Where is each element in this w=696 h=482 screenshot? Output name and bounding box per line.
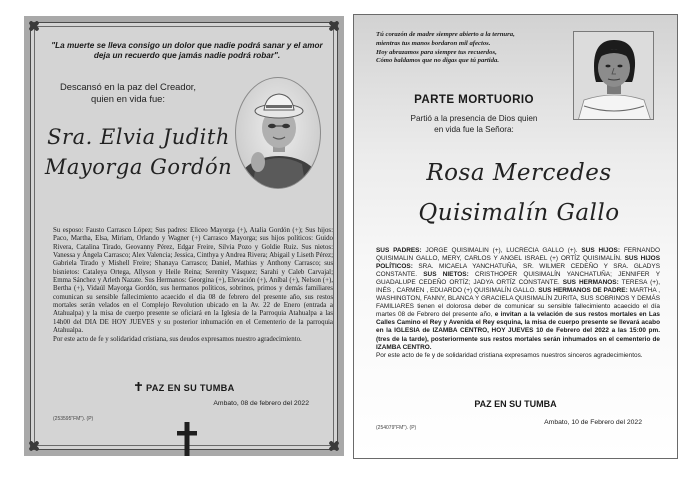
deceased-portrait [235, 77, 321, 189]
family-paragraph: Su esposo: Fausto Carrasco López; Sus padres: Eliceo Mayorga (+), Atalia Gordón (+); Sus hijos: Paco, Martha, Elsa, Miriam, Orlando y Wagner (+) Carrasco Mayorga; sus hijos políticos: Guido Rivera, Catalina Tirado, Geovanny Pérez, Edgar Freire, Silvia Pozo y Goldie Ruiz. Sus nietos: Vanessa y Ángela Carrasco; Alex Valencia; Jessica, Cinthya y Andrea Rivera; Abigail y Liseth Pérez; Gabriela Tirado y Mishell Freire; Shanaya Carrasco; Daniel, Mathias y Anthony Carrasco; sus bisnietos: Cataleya Ortega, Allyson y Heile Reina; Serenity Vásquez; Sarahi y Caleb Carvajal; Emma Sánchez y Arleth Nazate. Sus Hermanos: Georgina (+), Elevación (+), Aníbal (+), Nelson (+), Bertha (+), Vidaúl Mayorga Gordón, sus hermanos políticos, sobrinos, primos y demás familiares comunican su sensible fallecimiento acaecido el día 08 de febrero del presente año, sus restos mortales serán velados en el Complejo Revolution ubicado en la Av. 22 de Enero (entrada a Atahualpa) y la misa de cuerpo presente se oficiará en la Iglesia de la Parroquia Atahualpa a las 14h00 del DIA DE HOY JUEVES y su posterior inhumación en el Cementerio de la parroquia Atahualpa. [53, 227, 333, 335]
deceased-name [41, 122, 236, 182]
family-paragraph [376, 247, 660, 352]
notice-frame [30, 22, 338, 450]
corner-ornament-icon [328, 440, 340, 452]
children-text: FERNANDO QUISIMALIN GALLO, MERY, CARLOS Y ANGEL ISRAEL (+) ORTÍZ QUISIMALÍN. [376, 247, 660, 263]
rip-text: PAZ EN SU TUMBA [474, 399, 557, 409]
cross-icon [135, 382, 142, 393]
date-line: Ambato, 10 de Febrero del 2022 [544, 419, 642, 426]
obituary-body [376, 247, 660, 360]
quote-line: Hoy abrazamos para siempre tus recuerdos, [376, 48, 497, 56]
corner-ornament-icon [328, 20, 340, 32]
intro-line: quien en vida fue: [90, 93, 166, 104]
name-line: Mayorga Gordón [44, 155, 233, 179]
label-children: SUS HIJOS: [581, 247, 620, 254]
intro-line: Partió a la presencia de Dios quien [410, 114, 538, 123]
label-grandchildren: SUS NIETOS: [423, 271, 469, 279]
portrait-illustration [236, 78, 321, 189]
deceased-name [374, 153, 664, 233]
label-inlaws: SUS HIJOS POLÍTICOS: [376, 255, 660, 271]
obituary-notice-left [24, 16, 344, 456]
label-parents: SUS PADRES: [376, 247, 422, 254]
date-line: Ambato, 08 de febrero del 2022 [213, 400, 309, 407]
inlaws-text: SRA. MICAELA YANCHATUÑA, SR. WILMER CEDEÑO Y SRA. GLADYS CONSTANTE. [376, 263, 660, 279]
obituary-notice-right [353, 14, 678, 459]
quote-line: Cómo baldamos que no digas que tú partida. [376, 57, 499, 65]
name-line: Sra. Elvia Judith [47, 125, 230, 149]
corner-ornament-icon [28, 440, 40, 452]
grandchildren-text: CRISTHOPER QUISIMALÍN YANCHATUÑA; JENNIFER Y GUADALUPE CEDEÑO ORTÍZ; JADYA ORTÍZ CONSTANTE. [376, 271, 660, 287]
quote-line: mientras tus manos bordaron mil afectos. [376, 39, 491, 47]
closing-paragraph: Por este acto de fe y solidaridad cristiana, sus deudos expresamos nuestro agradecimiento. [53, 336, 302, 344]
rip-text: PAZ EN SU TUMBA [146, 383, 235, 393]
portrait-illustration [574, 32, 654, 120]
intro-text [376, 113, 572, 135]
closing-paragraph: Por este acto de fe y de solidaridad cristiana expresamos nuestros sinceros agradecimientos. [376, 351, 643, 359]
siblings-text: TERESA (+), INÉS , CARMEN , EDUARDO (+) QUISIMALÍN GALLO. [376, 279, 660, 295]
wake-and-mass-details: e invitan a la velación de sus restos mortales en Las Calles Camino el Rey y Avenida el Rey esquina, la misa de cuerpo presente se llevará acabo en la IGLESIA de IZAMBA CENTRO, HOY JUEVES 10 de Febrero del 2022 a las 15:00 pm. (tres de la tarde), posteriormente sus restos mortales serán inhumados en el cementerio de IZAMBA CENTRO. [376, 311, 660, 351]
name-line: Rosa Mercedes [426, 160, 612, 186]
quote-line: Tú corazón de madre siempre abierto a la ternura, [376, 31, 515, 38]
memorial-quote: "La muerte se lleva consigo un dolor que nadie podrá sanar y el amor deja un recuerdo que jamás nadie podrá robar". [51, 41, 323, 60]
memorial-quote [376, 31, 566, 66]
intro-line: Descansó en la paz del Creador, [59, 81, 197, 92]
cross-icon [177, 422, 197, 456]
label-fathers-siblings: SUS HERMANOS DE PADRE: [538, 287, 628, 295]
rest-in-peace-line [135, 382, 235, 393]
reference-code: (254079"FM"). (P) [376, 425, 417, 431]
fathers-siblings-text: MARTHA , WASHINGTON, FANNY, BLANCA Y GRACIELA QUISIMALÍN ZURITA, SUS SOBRINOS Y DEMÁS FAMILIARES tienen el dolorosa deber de comunicar su sensible fallecimiento acaecido el día martes 08 de Febrero del presente año, [376, 287, 660, 319]
intro-text [53, 81, 203, 105]
label-siblings: SUS HERMANOS: [562, 279, 619, 287]
reference-code: (253595"FM"). (P) [53, 416, 94, 422]
intro-line: en vida fue la Señora: [434, 125, 514, 134]
obituary-body [53, 227, 333, 345]
notice-heading: PARTE MORTUORIO [414, 93, 534, 106]
name-line: Quisimalín Gallo [418, 200, 620, 226]
corner-ornament-icon [28, 20, 40, 32]
parents-text: JORGE QUISIMALIN (+), LUCRECIA GALLO (+). [421, 247, 582, 254]
deceased-portrait [573, 31, 654, 120]
